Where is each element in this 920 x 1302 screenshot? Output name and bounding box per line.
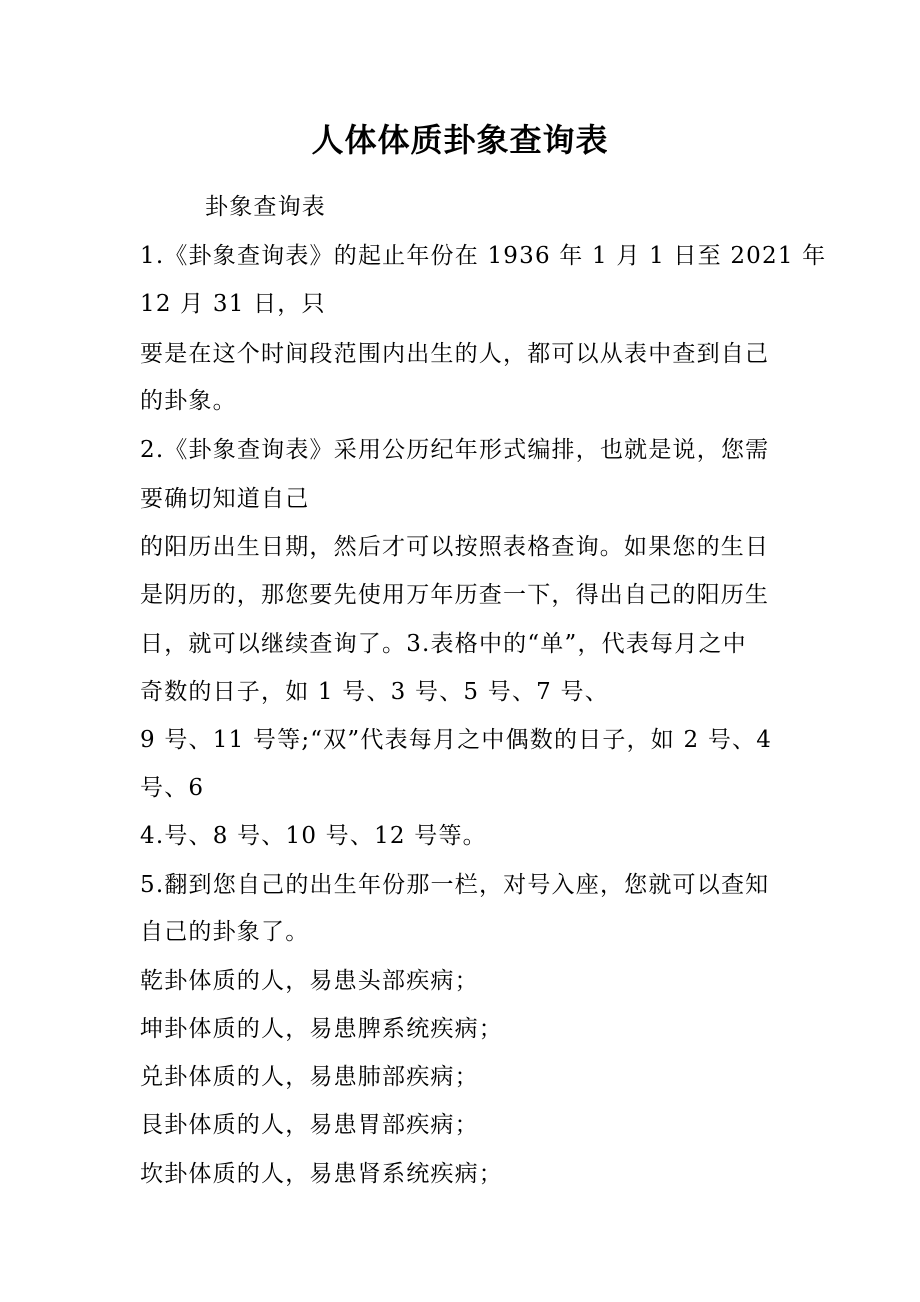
text-line-5: 2.《卦象查询表》采用公历纪年形式编排，也就是说，您需 xyxy=(140,437,770,463)
text-line-11: 9 号、11 号等;“双”代表每月之中偶数的日子，如 2 号、4 xyxy=(140,727,773,753)
text-line-19: 艮卦体质的人，易患胃部疾病； xyxy=(140,1112,479,1138)
text-line-6: 要确切知道自己 xyxy=(140,486,310,512)
text-line-4: 的卦象。 xyxy=(140,388,237,414)
text-line-15: 自己的卦象了。 xyxy=(140,919,310,945)
text-line-18: 兑卦体质的人，易患肺部疾病； xyxy=(140,1064,479,1090)
text-line-7: 的阳历出生日期，然后才可以按照表格查询。如果您的生日 xyxy=(140,534,770,560)
text-line-10: 奇数的日子，如 1 号、3 号、5 号、7 号、 xyxy=(140,679,609,705)
text-line-13: 4.号、8 号、10 号、12 号等。 xyxy=(140,823,487,849)
document-title: 人体体质卦象查询表 xyxy=(311,121,609,159)
text-line-8: 是阴历的，那您要先使用万年历查一下，得出自己的阳历生 xyxy=(140,582,770,608)
text-line-2: 12 月 31 日，只 xyxy=(140,291,326,317)
text-line-16: 乾卦体质的人，易患头部疾病； xyxy=(140,968,479,994)
document-subtitle: 卦象查询表 xyxy=(205,194,326,220)
text-line-14: 5.翻到您自己的出生年份那一栏，对号入座，您就可以查知 xyxy=(140,872,770,898)
text-line-17: 坤卦体质的人，易患脾系统疾病； xyxy=(140,1016,503,1042)
text-line-3: 要是在这个时间段范围内出生的人，都可以从表中查到自己 xyxy=(140,341,770,367)
text-line-9: 日，就可以继续查询了。3.表格中的“单”，代表每月之中 xyxy=(140,631,747,657)
text-line-20: 坎卦体质的人，易患肾系统疾病； xyxy=(140,1161,503,1187)
text-line-12: 号、6 xyxy=(140,775,205,801)
text-line-1: 1.《卦象查询表》的起止年份在 1936 年 1 月 1 日至 2021 年 xyxy=(140,243,827,269)
